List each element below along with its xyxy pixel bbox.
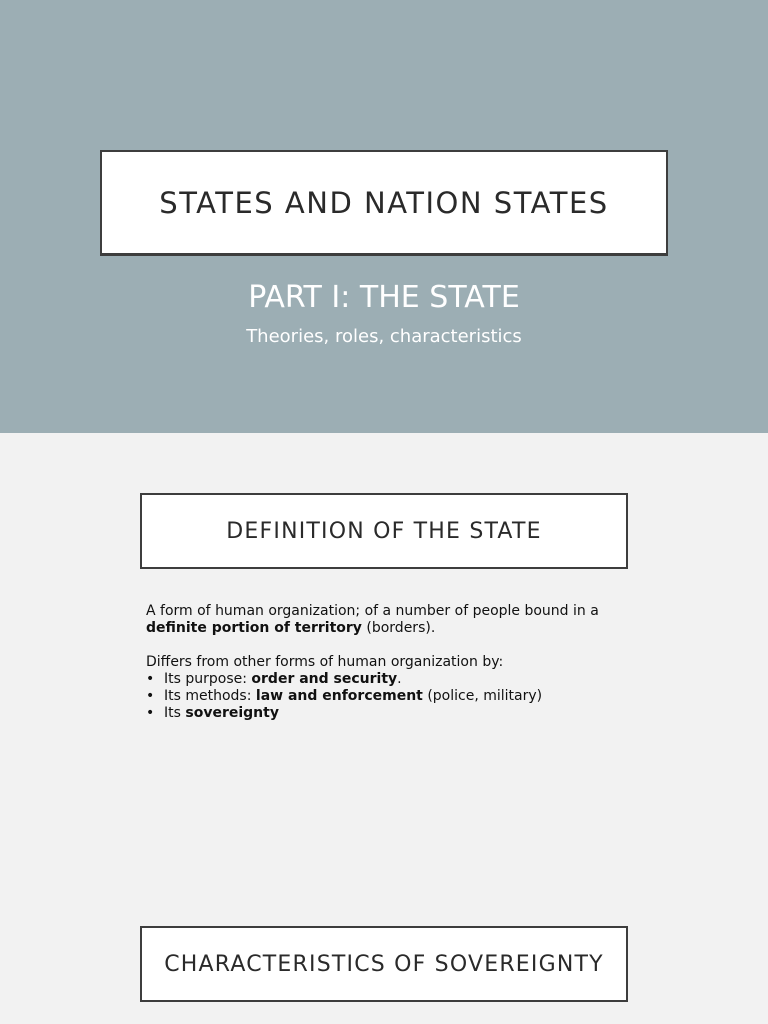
paragraph-bold: definite portion of territory (146, 620, 362, 636)
list-item (146, 688, 636, 705)
tagline: Theories, roles, characteristics (246, 326, 522, 347)
definition-heading-box (140, 493, 628, 569)
definition-paragraph (146, 603, 636, 637)
paragraph-text-before: A form of human organization; of a number of people bound in a (146, 603, 599, 619)
differs-intro: Differs from other forms of human organization by: (146, 654, 504, 670)
bullet-bold: order and security (251, 671, 398, 687)
subtitle: PART I: THE STATE (248, 280, 520, 315)
bullet-text-before: Its methods: (164, 688, 256, 704)
list-item (146, 705, 636, 722)
bullet-icon: • (146, 688, 155, 704)
bullet-text-before: Its purpose: (164, 671, 252, 687)
bullet-text-before: Its (164, 705, 186, 721)
title-box (100, 150, 668, 256)
bullet-text-after: (police, military) (422, 688, 543, 704)
bullet-bold: sovereignty (185, 705, 279, 721)
bullet-text-after: . (397, 671, 402, 687)
title-slide (0, 0, 768, 433)
list-item (146, 671, 636, 688)
definition-heading: DEFINITION OF THE STATE (226, 518, 542, 544)
sovereignty-heading: CHARACTERISTICS OF SOVEREIGNTY (164, 951, 604, 977)
paragraph-text-after: (borders). (361, 620, 436, 636)
sovereignty-heading-box (140, 926, 628, 1002)
bullet-icon: • (146, 671, 155, 687)
bullet-icon: • (146, 705, 155, 721)
bullet-bold: law and enforcement (255, 688, 423, 704)
page-title: STATES AND NATION STATES (159, 185, 609, 220)
definition-body (146, 603, 636, 722)
